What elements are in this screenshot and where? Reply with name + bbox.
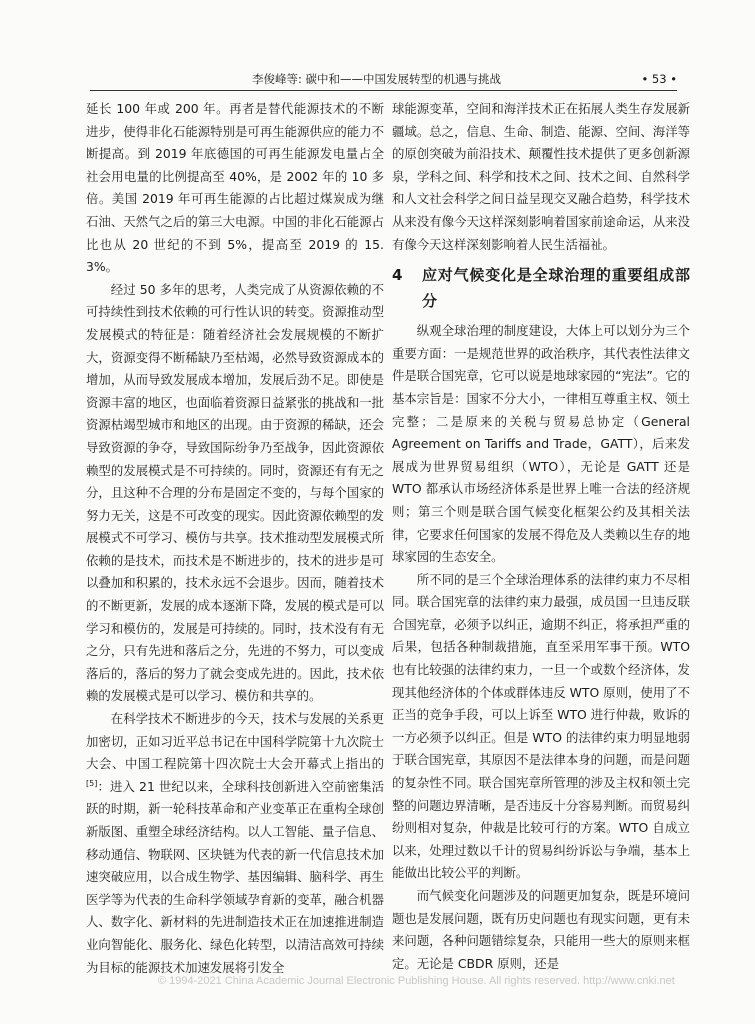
section-heading	[392, 262, 690, 314]
running-title: 李俊峰等: 碳中和——中国发展转型的机遇与挑战	[252, 72, 502, 86]
section-number: 4	[392, 266, 403, 285]
right-column	[392, 98, 690, 975]
paragraph-resource-vs-technology: 经过 50 多年的思考，人类完成了从资源依赖的不可持续性到技术依赖的可行性认识的转变。资源推动型发展模式的特征是：随着经济社会发展规模的不断扩大，资源变得不断稀缺乃至枯竭，必然导致资源成本的增加，从而导致发展成本增加，发展后劲不足。即使是资源丰富的地区，也面临着资源日益紧张的挑战和一批资源枯竭型城市和地区的出现。由于资源的稀缺，还会导致资源的争夺，导致国际纷争乃至战争，因此资源依赖型的发展模式是不可持续的。同时，资源还有有无之分，且这种不合理的分布是固定不变的，与每个国家的努力无关，这是不可改变的现实。因此资源依赖型的发展模式不可学习、模仿与共享。技术推动型发展模式所依赖的是技术，而技术是不断进步的，技术的进步是可以叠加和积累的，技术永远不会退步。因而，随着技术的不断更新，发展的成本逐渐下降，发展的模式是可以学习和模仿的，发展是可持续的。同时，技术没有有无之分，只有先进和落后之分，先进的不努力，可以变成落后的，落后的努力了就会变成先进的。因此，技术依赖的发展模式是可以学习、模仿和共享的。	[86, 281, 384, 704]
paragraph-science-technology	[86, 708, 384, 979]
paragraph-continued: 球能源变革，空间和海洋技术正在拓展人类生存发展新疆域。总之，信息、生命、制造、能源、空间、海洋等的原创突破为前沿技术、颠覆性技术提供了更多创新源泉，学科之间、科学和技术之间、技术之间、自然科学和人文社会科学之间日益呈现交叉融合趋势，科学技术从来没有像今天这样深刻影响着国家前途命运，从来没有像今天这样深刻影响着人民生活福祉。	[392, 101, 690, 252]
paragraph-continued: 延长 100 年或 200 年。再者是替代能源技术的不断进步，使得非化石能源特别是可再生能源供应的能力不断提高。到 2019 年底德国的可再生能源发电量占全社会用电量的比例提高至 40%，是 2002 年的 10 多倍。美国 2019 年可再生能源的占比超过煤炭成为继石油、天然气之后的第三大电源。中国的非化石能源占比也从 20 世纪的不到 5%，提高至 2019 的 15. 3%。	[86, 101, 384, 275]
left-column	[86, 98, 384, 979]
section-title: 应对气候变化是全球治理的重要组成部分	[422, 266, 690, 311]
copyright-watermark: © 1994-2021 China Academic Journal Electronic Publishing House. All rights reserved. http://www.cnki.net	[158, 975, 675, 987]
citation-ref[interactable]: [5]	[86, 778, 98, 788]
paragraph-text: 在科学技术不断进步的今天，技术与发展的关系更加密切，正如习近平总书记在中国科学院第十九次院士大会、中国工程院第十四次院士大会开幕式上指出的	[86, 711, 384, 772]
paragraph-legal-binding: 所不同的是三个全球治理体系的法律约束力不尽相同。联合国宪章的法律约束力最强，成员国一旦违反联合国宪章，必须予以纠正，逾期不纠正，将承担严重的后果，包括各种制裁措施，直至采用军事干预。WTO 也有比较强的法律约束力，一旦一个或数个经济体，发现其他经济体的个体或群体违反 WTO 原则，使用了不正当的竞争手段，可以上诉至 WTO 进行仲裁，败诉的一方必须予以纠正。但是 WTO 的法律约束力明显地弱于联合国宪章，其原因不是法律本身的问题，而是问题的复杂性不同。联合国宪章所管理的涉及主权和领土完整的问题边界清晰，是否违反十分容易判断。而贸易纠纷则相对复杂，仲裁是比较可行的方案。WTO 自成立以来，处理过数以千计的贸易纠纷诉讼与争端，基本上能做出比较公平的判断。	[392, 571, 690, 881]
page-number: • 53 •	[641, 72, 677, 86]
paragraph-climate-complexity: 而气候变化问题涉及的问题更加复杂，既是环境问题也是发展问题，既有历史问题也有现实问题，更有未来问题，各种问题错综复杂，只能用一些大的原则来框定。无论是 CBDR 原则，还是	[392, 888, 690, 971]
paragraph-text: ：进入 21 世纪以来，全球科技创新进入空前密集活跃的时期，新一轮科技革命和产业变革正在重构全球创新版图、重塑全球经济结构。以人工智能、量子信息、移动通信、物联网、区块链为代表的新一代信息技术加速突破应用，以合成生物学、基因编辑、脑科学、再生医学等为代表的生命科学领域孕育新的变革，融合机器人、数字化、新材料的先进制造技术正在加速推进制造业向智能化、服务化、绿色化转型，以清洁高效可持续为目标的能源技术加速发展将引发全	[86, 778, 384, 975]
running-header	[90, 68, 677, 91]
paragraph-global-governance: 纵观全球治理的制度建设，大体上可以划分为三个重要方面：一是规范世界的政治秩序，其代表性法律文件是联合国宪章，它可以说是地球家园的“宪法”。它的基本宗旨是：国家不分大小，一律相互尊重主权、领土完整；二是原来的关税与贸易总协定（General Agreement on Tariffs and Trade，GATT），后来发展成为世界贸易组织（WTO），无论是 GATT 还是 WTO 都承认市场经济体系是世界上唯一合法的经济规则；第三个则是联合国气候变化框架公约及其相关法律，它要求任何国家的发展不得危及人类赖以生存的地球家园的生态安全。	[392, 323, 690, 565]
